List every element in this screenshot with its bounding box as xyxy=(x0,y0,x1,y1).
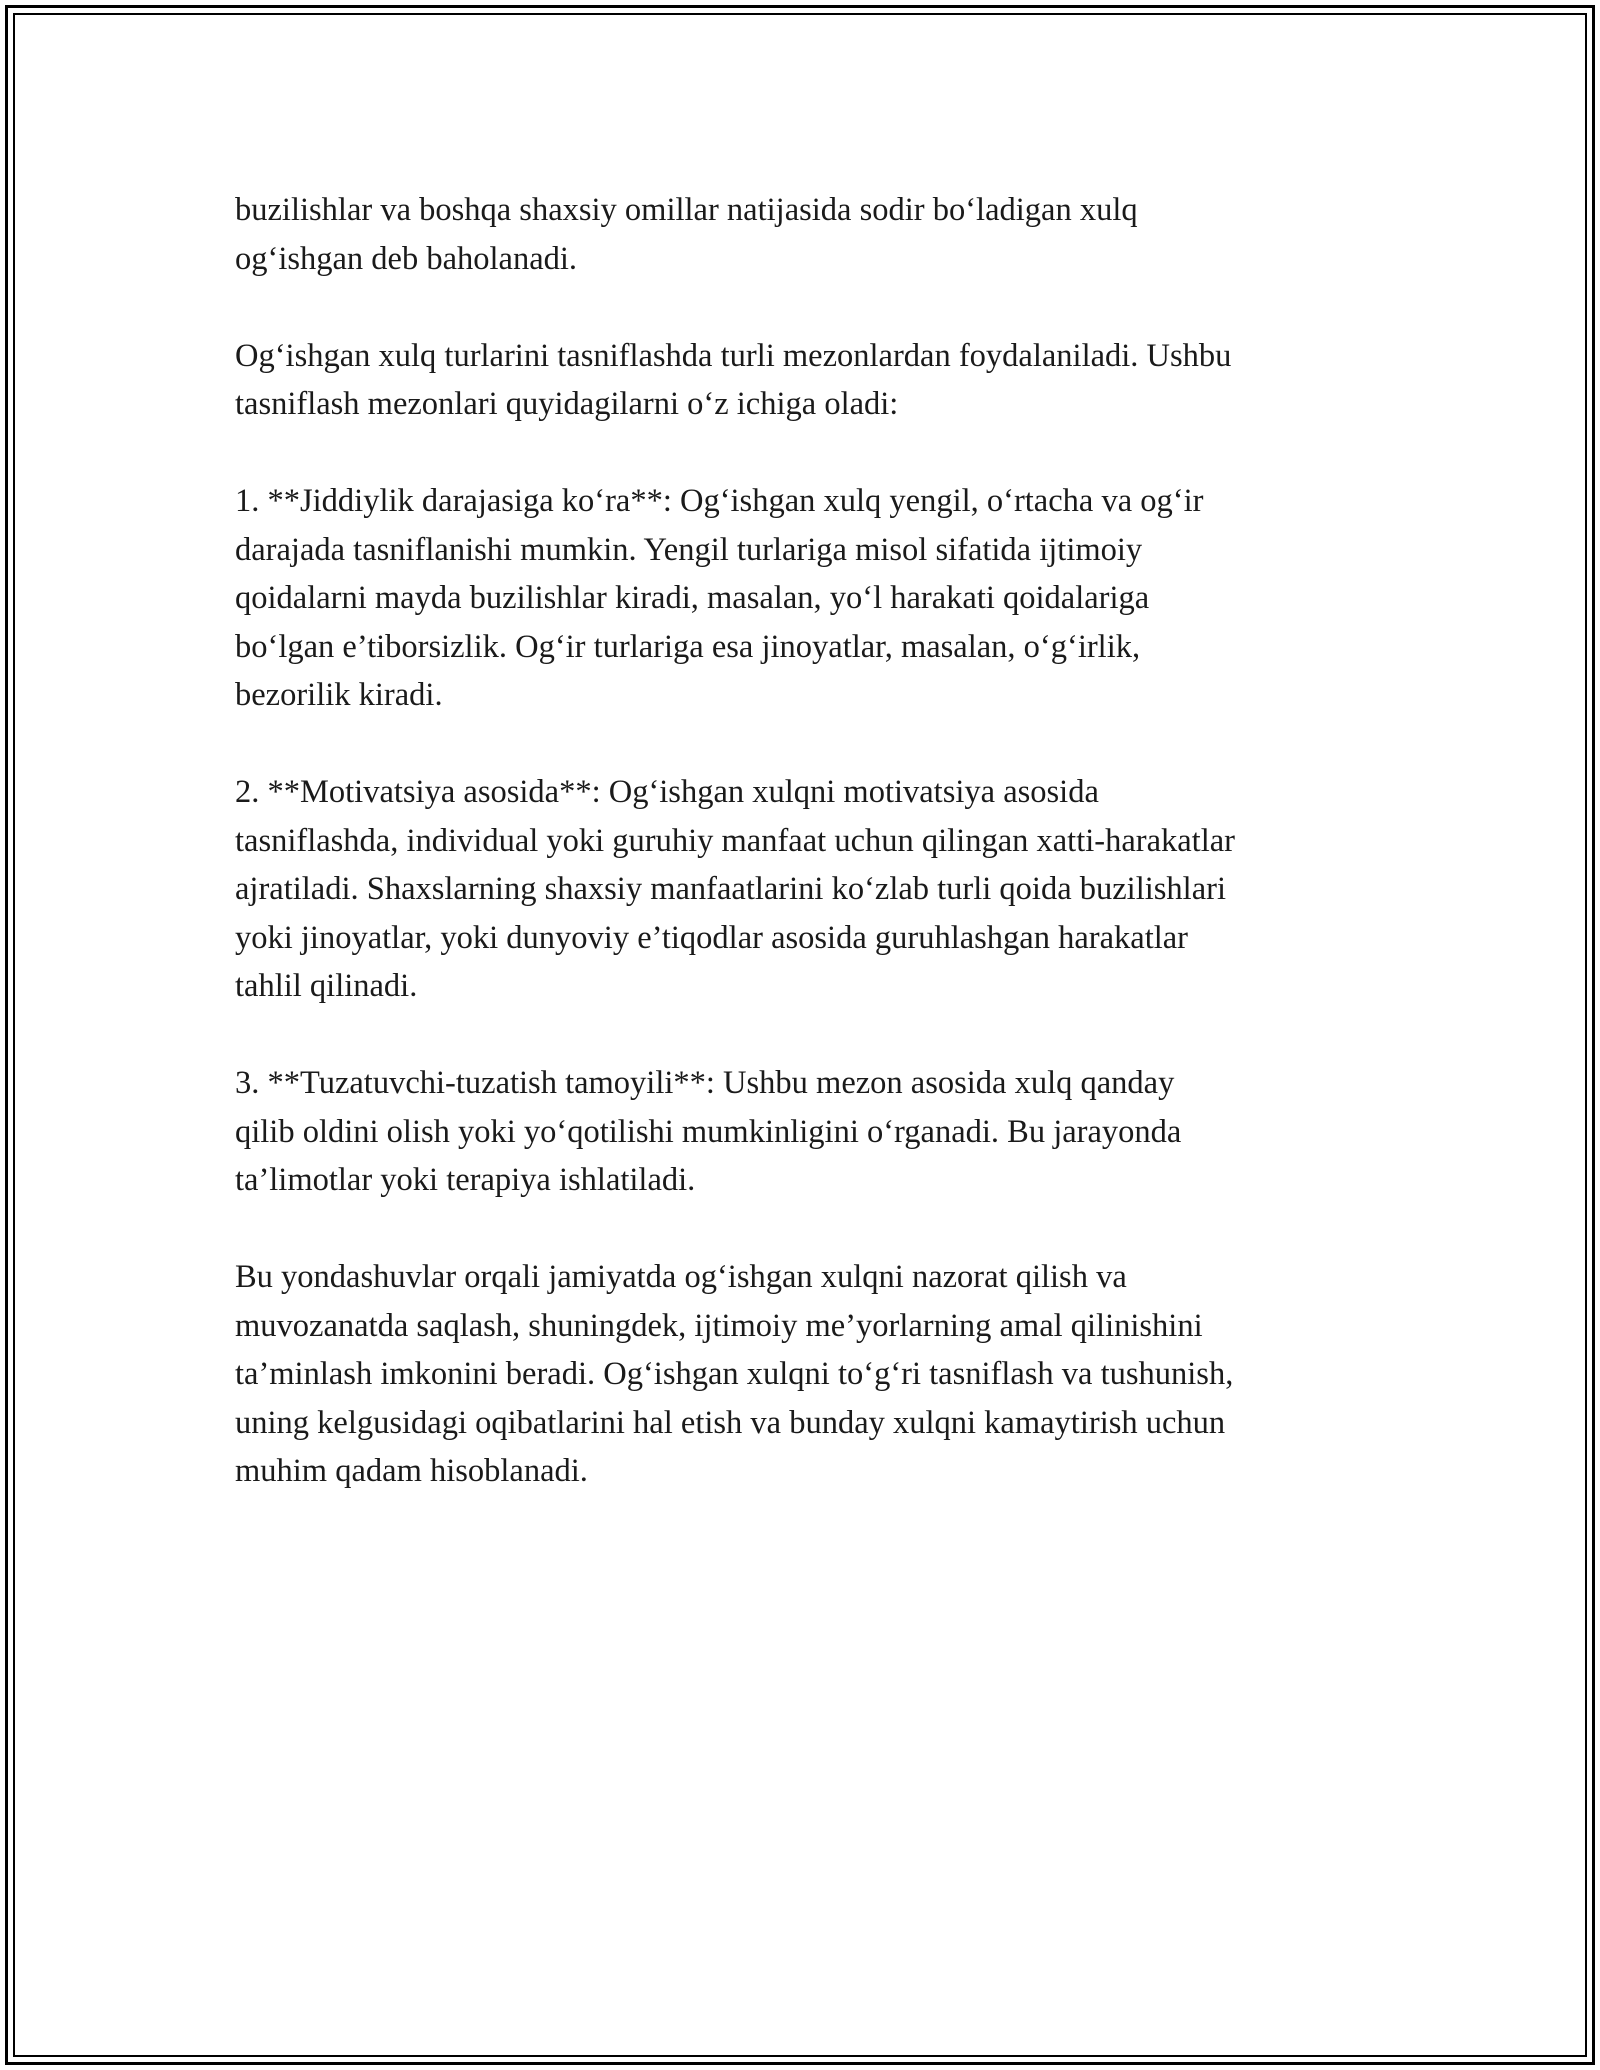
paragraph xyxy=(235,332,1365,429)
text-line: muvozanatda saqlash, shuningdek, ijtimoiy me’yorlarning amal qilinishini xyxy=(235,1307,1203,1344)
text-line: tahlil qilinadi. xyxy=(235,968,418,1004)
text-line: yoki jinoyatlar, yoki dunyoviy e’tiqodlar asosida guruhlashgan harakatlar xyxy=(235,919,1189,956)
list-item-paragraph xyxy=(235,477,1365,720)
text-line: 3. **Tuzatuvchi-tuzatish tamoyili**: Ushbu mezon asosida xulq qanday xyxy=(235,1065,1175,1101)
text-line: bo‘lgan e’tiborsizlik. Og‘ir turlariga esa jinoyatlar, masalan, o‘g‘irlik, xyxy=(235,628,1141,665)
text-line: og‘ishgan deb baholanadi. xyxy=(235,240,578,277)
text-line: qilib oldini olish yoki yo‘qotilishi mumkinligini o‘rganadi. Bu jarayonda xyxy=(235,1113,1182,1150)
text-line: 2. **Motivatsiya asosida**: Og‘ishgan xulqni motivatsiya asosida xyxy=(235,774,1099,810)
list-item-paragraph xyxy=(235,768,1365,1011)
text-line: tasniflash mezonlari quyidagilarni o‘z ichiga oladi: xyxy=(235,386,899,422)
text-line: ta’limotlar yoki terapiya ishlatiladi. xyxy=(235,1162,696,1198)
text-line: muhim qadam hisoblanadi. xyxy=(235,1453,588,1489)
text-line: ajratiladi. Shaxslarning shaxsiy manfaatlarini ko‘zlab turli qoida buzilishlari xyxy=(235,871,1226,907)
paragraph xyxy=(235,1253,1365,1496)
text-line: tasniflashda, individual yoki guruhiy manfaat uchun qilingan xatti-harakatlar xyxy=(235,822,1235,859)
document-body xyxy=(235,186,1365,1544)
text-line: darajada tasniflanishi mumkin. Yengil turlariga misol sifatida ijtimoiy xyxy=(235,531,1143,568)
text-line: Og‘ishgan xulq turlarini tasniflashda turli mezonlardan foydalaniladi. Ushbu xyxy=(235,337,1232,374)
text-line: uning kelgusidagi oqibatlarini hal etish va bunday xulqni kamaytirish uchun xyxy=(235,1404,1226,1441)
text-line: Bu yondashuvlar orqali jamiyatda og‘ishgan xulqni nazorat qilish va xyxy=(235,1259,1127,1295)
text-line: ta’minlash imkonini beradi. Og‘ishgan xulqni to‘g‘ri tasniflash va tushunish, xyxy=(235,1356,1234,1392)
paragraph xyxy=(235,186,1365,283)
text-line: qoidalarni mayda buzilishlar kiradi, masalan, yo‘l harakati qoidalariga xyxy=(235,580,1150,616)
text-line: 1. **Jiddiylik darajasiga ko‘ra**: Og‘ishgan xulq yengil, o‘rtacha va og‘ir xyxy=(235,483,1204,519)
text-line: bezorilik kiradi. xyxy=(235,677,443,713)
text-line: buzilishlar va boshqa shaxsiy omillar natijasida sodir bo‘ladigan xulq xyxy=(235,192,1138,228)
list-item-paragraph xyxy=(235,1059,1365,1205)
